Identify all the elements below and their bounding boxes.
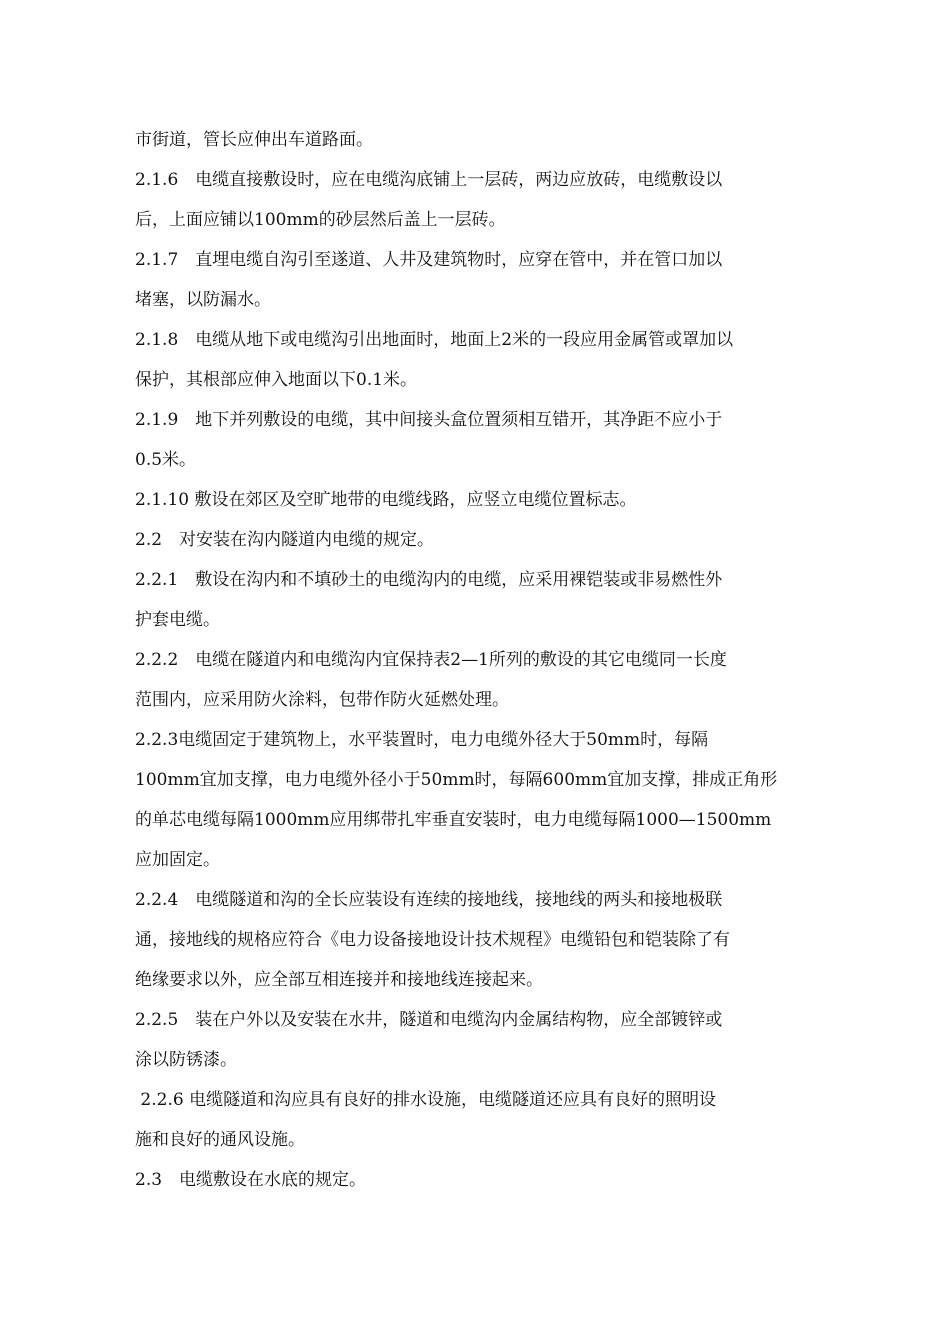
text-line: 施和良好的通风设施。 [135, 1130, 305, 1150]
text-line: 2.1.6 电缆直接敷设时，应在电缆沟底铺上一层砖，两边应放砖，电缆敷设以 [135, 170, 723, 190]
text-line: 100mm宜加支撑，电力电缆外径小于50mm时，每隔600mm宜加支撑，排成正角形 [135, 770, 778, 790]
text-line: 2.2.6 电缆隧道和沟应具有良好的排水设施，电缆隧道还应具有良好的照明设 [135, 1090, 717, 1110]
text-line: 堵塞，以防漏水。 [135, 290, 271, 310]
text-line: 涂以防锈漆。 [135, 1050, 237, 1070]
text-line: 2.2.3电缆固定于建筑物上，水平装置时，电力电缆外径大于50mm时，每隔 [135, 730, 709, 750]
text-line: 保护，其根部应伸入地面以下0.1米。 [135, 370, 418, 390]
text-line: 护套电缆。 [135, 610, 220, 630]
document-body [135, 120, 825, 1200]
text-line: 2.2.2 电缆在隧道内和电缆沟内宜保持表2—1所列的敷设的其它电缆同一长度 [135, 650, 727, 670]
text-line: 2.2.1 敷设在沟内和不填砂土的电缆沟内的电缆，应采用裸铠装或非易燃性外 [135, 570, 723, 590]
text-line: 0.5米。 [135, 450, 197, 470]
text-line: 2.1.8 电缆从地下或电缆沟引出地面时，地面上2米的一段应用金属管或罩加以 [135, 330, 734, 350]
text-line: 通，接地线的规格应符合《电力设备接地设计技术规程》电缆铅包和铠装除了有 [135, 930, 730, 950]
text-line: 市街道，管长应伸出车道路面。 [135, 130, 373, 150]
text-line: 后，上面应铺以100mm的砂层然后盖上一层砖。 [135, 210, 506, 230]
text-line: 2.1.7 直埋电缆自沟引至遂道、人井及建筑物时，应穿在管中，并在管口加以 [135, 250, 723, 270]
text-line: 2.1.9 地下并列敷设的电缆，其中间接头盒位置须相互错开，其净距不应小于 [135, 410, 723, 430]
text-line: 2.2.5 装在户外以及安装在水井，隧道和电缆沟内金属结构物，应全部镀锌或 [135, 1010, 723, 1030]
text-line: 2.1.10 敷设在郊区及空旷地带的电缆线路，应竖立电缆位置标志。 [135, 490, 637, 510]
text-line: 的单芯电缆每隔1000mm应用绑带扎牢垂直安装时，电力电缆每隔1000—1500mm [135, 810, 772, 830]
text-line: 2.2.4 电缆隧道和沟的全长应装设有连续的接地线，接地线的两头和接地极联 [135, 890, 723, 910]
text-line: 绝缘要求以外，应全部互相连接并和接地线连接起来。 [135, 970, 543, 990]
section-heading: 2.3 电缆敷设在水底的规定。 [135, 1170, 367, 1190]
section-heading: 2.2 对安装在沟内隧道内电缆的规定。 [135, 530, 435, 550]
text-line: 应加固定。 [135, 850, 220, 870]
text-line: 范围内，应采用防火涂料，包带作防火延燃处理。 [135, 690, 509, 710]
